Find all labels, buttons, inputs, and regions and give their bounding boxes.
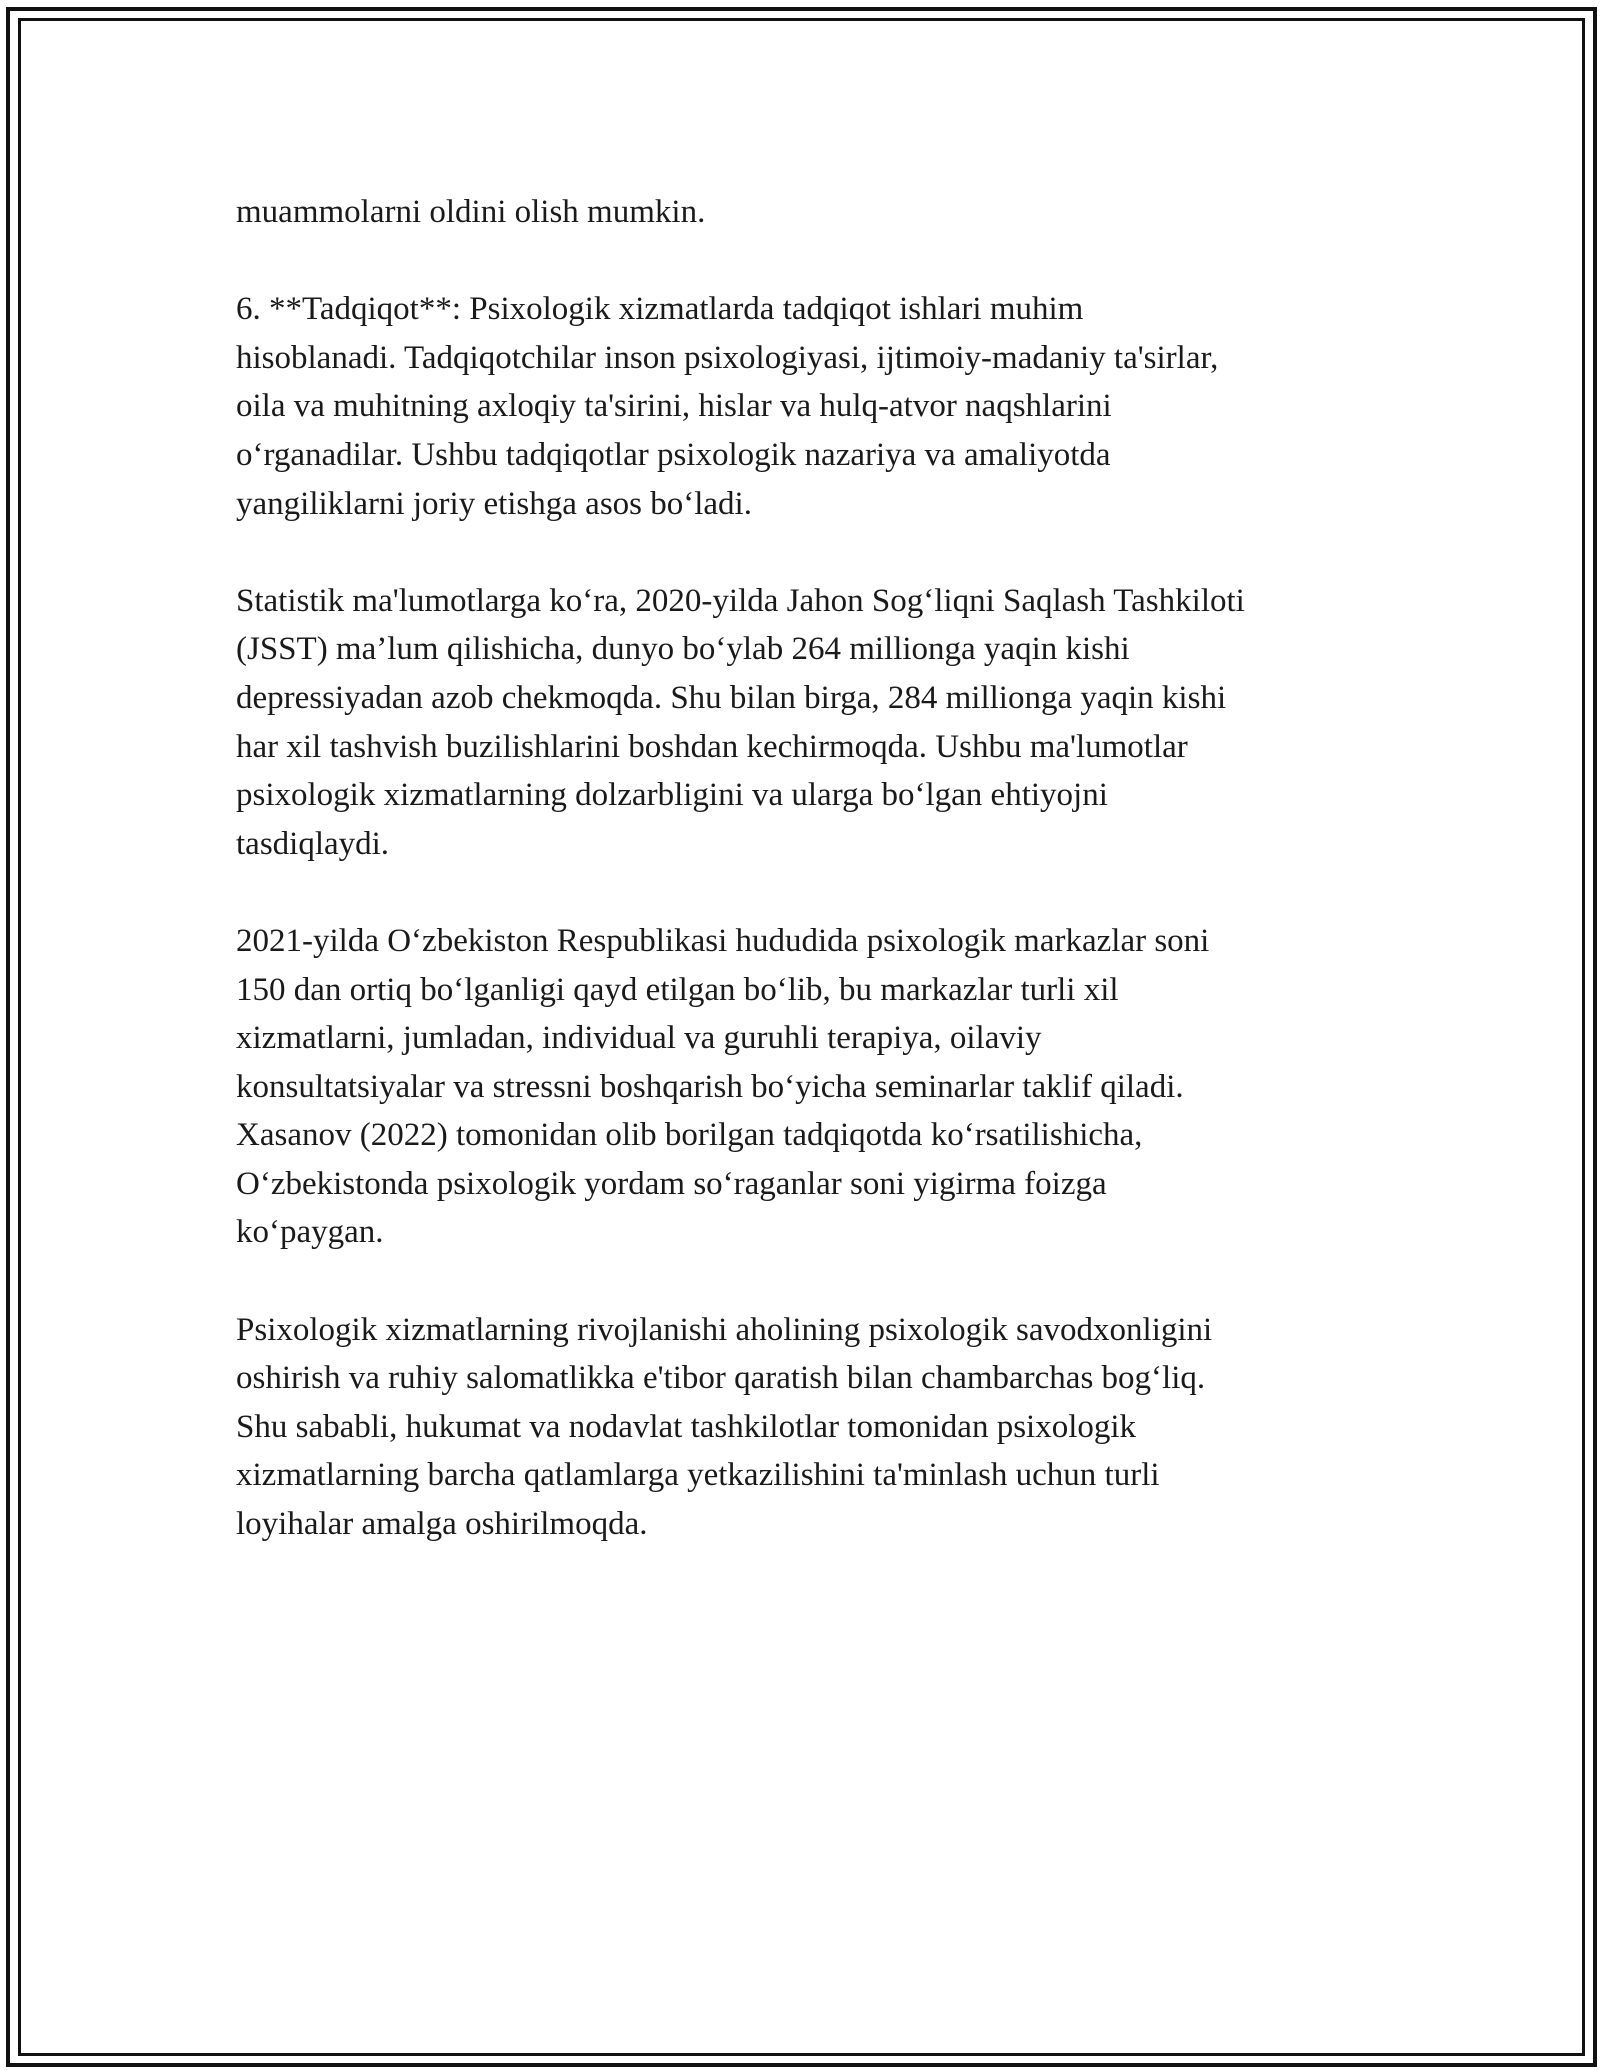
paragraph-uzbekistan-centers: 2021-yilda O‘zbekiston Respublikasi hududida psixologik markazlar soni 150 dan ortiq bo‘lganligi qayd etilgan bo‘lib, bu markazlar turli xil xizmatlarni, jumladan, individual va guruhli terapiya, oilaviy konsultatsiyalar va stressni boshqarish bo‘yicha seminarlar taklif qiladi. Xasanov (2022) tomonidan olib borilgan tadqiqotda ko‘rsatilishicha, O‘zbekistonda psixologik yordam so‘raganlar soni yigirma foizga ko‘paygan.	[236, 922, 1210, 1251]
document-body	[236, 188, 1366, 1597]
paragraph-statistics: Statistik ma'lumotlarga ko‘ra, 2020-yilda Jahon Sog‘liqni Saqlash Tashkiloti (JSST) ma’lum qilishicha, dunyo bo‘ylab 264 millionga yaqin kishi depressiyadan azob chekmoqda. Shu bilan birga, 284 millionga yaqin kishi har xil tashvish buzilishlarini boshdan kechirmoqda. Ushbu ma'lumotlar psixologik xizmatlarning dolzarbligini va ularga bo‘lgan ehtiyojni tasdiqlaydi.	[236, 582, 1245, 862]
paragraph-tadqiqot: 6. **Tadqiqot**: Psixologik xizmatlarda tadqiqot ishlari muhim hisoblanadi. Tadqiqotchilar inson psixologiyasi, ijtimoiy-madaniy ta'sirlar, oila va muhitning axloqiy ta'sirini, hislar va hulq-atvor naqshlarini o‘rganadilar. Ushbu tadqiqotlar psixologik nazariya va amaliyotda yangiliklarni joriy etishga asos bo‘ladi.	[236, 291, 1219, 522]
paragraph-development: Psixologik xizmatlarning rivojlanishi aholining psixologik savodxonligini oshirish va ruhiy salomatlikka e'tibor qaratish bilan chambarchas bog‘liq. Shu sababli, hukumat va nodavlat tashkilotlar tomonidan psixologik xizmatlarning barcha qatlamlarga yetkazilishini ta'minlash uchun turli loyihalar amalga oshirilmoqda.	[236, 1311, 1213, 1543]
paragraph-continuation: muammolarni oldini olish mumkin.	[236, 194, 706, 230]
